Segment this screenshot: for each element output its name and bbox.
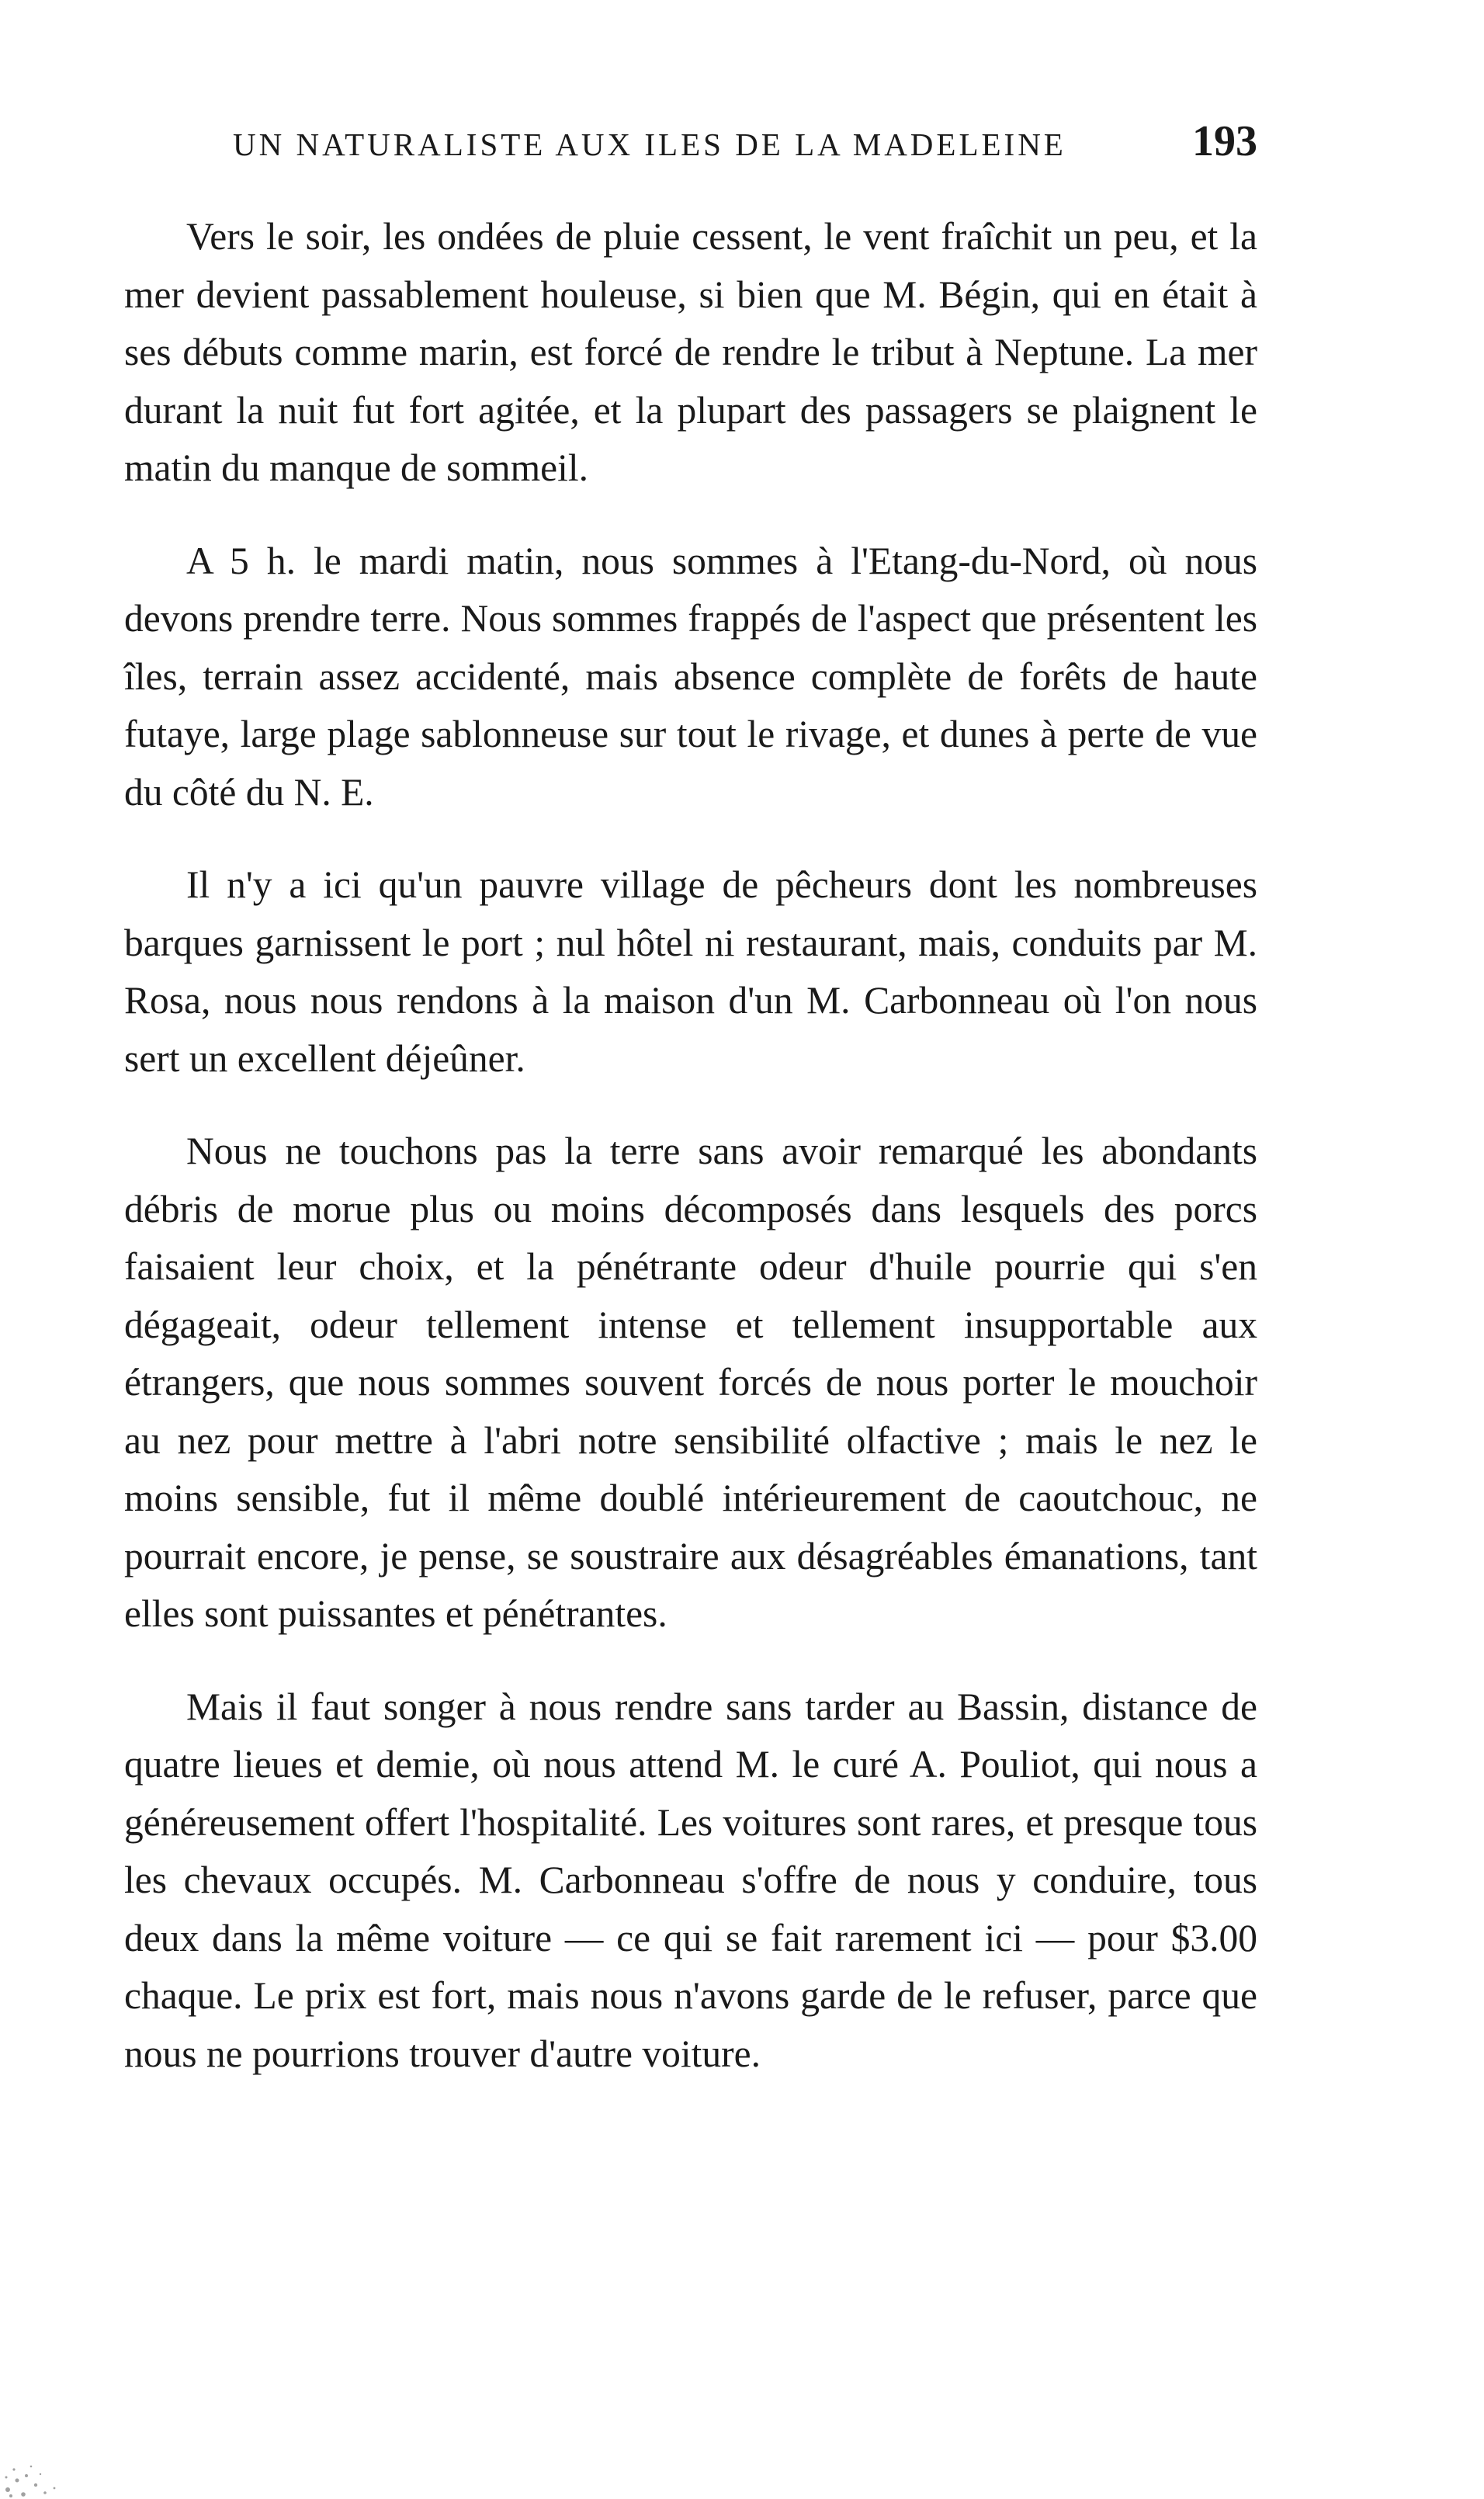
paragraph-arrival-etang-du-nord: A 5 h. le mardi matin, nous sommes à l'Etang-du-Nord, où nous devons prendre terre. Nous sommes frappés de l'aspect que présentent les îles, terrain assez accidenté, mais absence complète de forêts de haute futaye, large plage sablonneuse sur tout le rivage, et dunes à perte de vue du côté du N. E. bbox=[124, 539, 1257, 814]
running-head bbox=[233, 116, 1257, 171]
paper-stain bbox=[0, 2403, 74, 2499]
paragraph-journey-to-bassin: Mais il faut songer à nous rendre sans tarder au Bassin, distance de quatre lieues et demie, où nous attend M. le curé A. Pouliot, qui nous a généreusement offert l'hospitalité. Les voitures sont rares, et presque tous les chevaux occupés. M. Carbonneau s'offre de nous y conduire, tous deux dans la même voiture — ce qui se fait rarement ici — pour $3.00 chaque. Le prix est fort, mais nous n'avons garde de le refuser, parce que nous ne pourrions trouver d'autre voiture. bbox=[124, 1685, 1257, 2075]
paragraph-fishing-village: Il n'y a ici qu'un pauvre village de pêcheurs dont les nombreuses barques garnissent le port ; nul hôtel ni restaurant, mais, conduits par M. Rosa, nous nous rendons à la maison d'un M. Carbonneau où l'on nous sert un excellent déjeûner. bbox=[124, 863, 1257, 1080]
paragraph-cod-odour: Nous ne touchons pas la terre sans avoir remarqué les abondants débris de morue plus ou moins décomposés dans lesquels des porcs faisaient leur choix, et la pénétrante odeur d'huile pourrie qui s'en dégageait, odeur tellement intense et tellement insupportable aux étrangers, que nous sommes souvent forcés de nous porter le mouchoir au nez pour mettre à l'abri notre sensibilité olfactive ; mais le nez le moins sensible, fut il même doublé intérieurement de caoutchouc, ne pourrait encore, je pense, se soustraire aux désagréables émanations, tant elles sont puissantes et pénétrantes. bbox=[124, 1130, 1257, 1635]
page-number: 193 bbox=[1192, 117, 1257, 165]
paragraph-evening-weather: Vers le soir, les ondées de pluie cessent, le vent fraîchit un peu, et la mer devient passablement houleuse, si bien que M. Bégin, qui en était à ses débuts comme marin, est forcé de rendre le tribut à Neptune. La mer durant la nuit fut fort agitée, et la plupart des passagers se plaignent le matin du manque de sommeil. bbox=[124, 215, 1257, 489]
body-text bbox=[124, 208, 1257, 2118]
running-title: UN NATURALISTE AUX ILES DE LA MADELEINE bbox=[233, 127, 1066, 162]
